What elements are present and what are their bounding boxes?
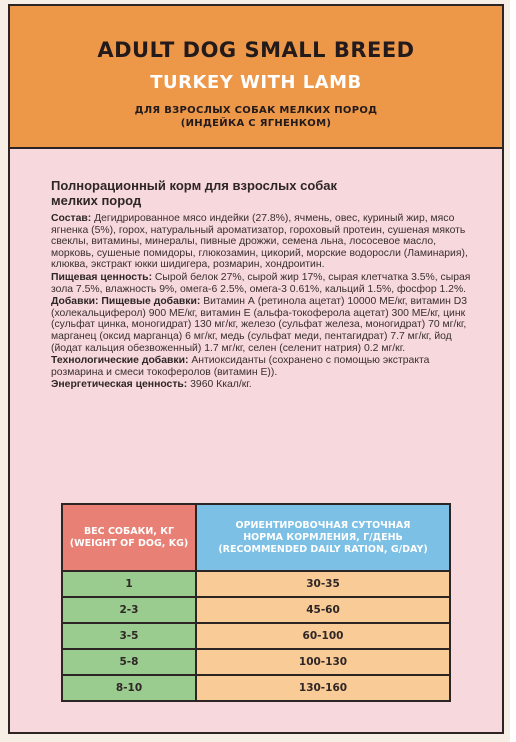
weight-cell: 8-10 bbox=[63, 676, 197, 700]
table-row bbox=[63, 572, 449, 598]
tech-additives bbox=[51, 355, 471, 378]
ration-cell: 30-35 bbox=[197, 572, 449, 596]
energy-text: 3960 Ккал/кг. bbox=[190, 379, 252, 391]
ration-header-line3: (RECOMMENDED DAILY RATION, G/DAY) bbox=[218, 543, 428, 555]
product-header bbox=[10, 6, 502, 149]
additives-text: Витамин А (ретинола ацетат) 10000 МЕ/кг, витамин D3 (холекальциферол) 900 МЕ/кг, витамин Е (альфа-токоферола ацетат) 300 МЕ/кг, цинк (сульфат цинка, моногидрат) 130 мг/кг, железо (сульфат железа, моногидрат) 70 мг/кг, марганец (оксид марганца) 6 мг/кг, медь (сульфат меди, пентагидрат) 7.7 мг/кг, йод (йодат кальция обезвоженный) 1.7 мг/кг, селен (селенит натрия) 0.2 мг/кг. bbox=[51, 296, 468, 354]
table-row bbox=[63, 598, 449, 624]
weight-cell: 1 bbox=[63, 572, 197, 596]
weight-column-header bbox=[63, 505, 197, 570]
ration-header-line2: НОРМА КОРМЛЕНИЯ, Г/ДЕНЬ bbox=[243, 531, 403, 543]
composition bbox=[51, 213, 471, 271]
product-flavor-ru: (ИНДЕЙКА С ЯГНЕНКОМ) bbox=[180, 118, 332, 129]
ration-cell: 100-130 bbox=[197, 650, 449, 674]
product-description-ru: ДЛЯ ВЗРОСЛЫХ СОБАК МЕЛКИХ ПОРОД bbox=[134, 105, 378, 116]
additives bbox=[51, 296, 471, 354]
tech-additives-label: Технологические добавки: bbox=[51, 355, 189, 367]
nutrition bbox=[51, 272, 471, 295]
energy-value bbox=[51, 379, 471, 391]
product-subtitle: TURKEY WITH LAMB bbox=[150, 72, 362, 93]
weight-header-line1: ВЕС СОБАКИ, КГ bbox=[83, 525, 175, 537]
table-row bbox=[63, 650, 449, 676]
weight-cell: 3-5 bbox=[63, 624, 197, 648]
weight-cell: 2-3 bbox=[63, 598, 197, 622]
table-row bbox=[63, 624, 449, 650]
product-title: ADULT DOG SMALL BREED bbox=[97, 38, 415, 62]
main-heading-line1: Полнорационный корм для взрослых собак bbox=[51, 178, 338, 193]
additives-label: Добавки: Пищевые добавки: bbox=[51, 296, 201, 308]
ration-cell: 130-160 bbox=[197, 676, 449, 700]
product-info bbox=[51, 178, 471, 392]
page-edge bbox=[510, 0, 516, 742]
ration-header-line1: ОРИЕНТИРОВОЧНАЯ СУТОЧНАЯ bbox=[235, 519, 411, 531]
weight-header-line2: (WEIGHT OF DOG, KG) bbox=[69, 537, 189, 549]
energy-label: Энергетическая ценность: bbox=[51, 379, 188, 391]
tech-additives-text: Антиоксиданты (сохранено с помощью экстракта розмарина и смеси токоферолов (витамин Е)). bbox=[51, 355, 430, 378]
ration-cell: 45-60 bbox=[197, 598, 449, 622]
feeding-table-header bbox=[63, 505, 449, 572]
ration-cell: 60-100 bbox=[197, 624, 449, 648]
composition-text: Дегидрированное мясо индейки (27.8%), ячмень, овес, куриный жир, мясо ягненка (5%), горох, натуральный ароматизатор, гороховый протеин, сушеная мякоть свеклы, витамины, минералы, пивные дрожжи, семена льна, лососевое масло, морковь, сушеные помидоры, глюкозамин, цикорий, морские водоросли (Ламинария), клюква, экстракт юкки шидигера, розмарин, хондроитин. bbox=[51, 213, 468, 271]
ration-column-header bbox=[197, 505, 449, 570]
weight-cell: 5-8 bbox=[63, 650, 197, 674]
composition-label: Состав: bbox=[51, 213, 92, 224]
nutrition-text: Сырой белок 27%, сырой жир 17%, сырая клетчатка 3.5%, сырая зола 7.5%, влажность 9%, омега-6 2.5%, омега-3 0.61%, кальций 1.5%, фосфор 1.2%. bbox=[51, 271, 471, 295]
feeding-table bbox=[61, 503, 451, 702]
main-heading bbox=[51, 178, 471, 208]
main-heading-line2: мелких пород bbox=[51, 193, 142, 208]
nutrition-label: Пищевая ценность: bbox=[51, 271, 153, 283]
table-row bbox=[63, 676, 449, 700]
